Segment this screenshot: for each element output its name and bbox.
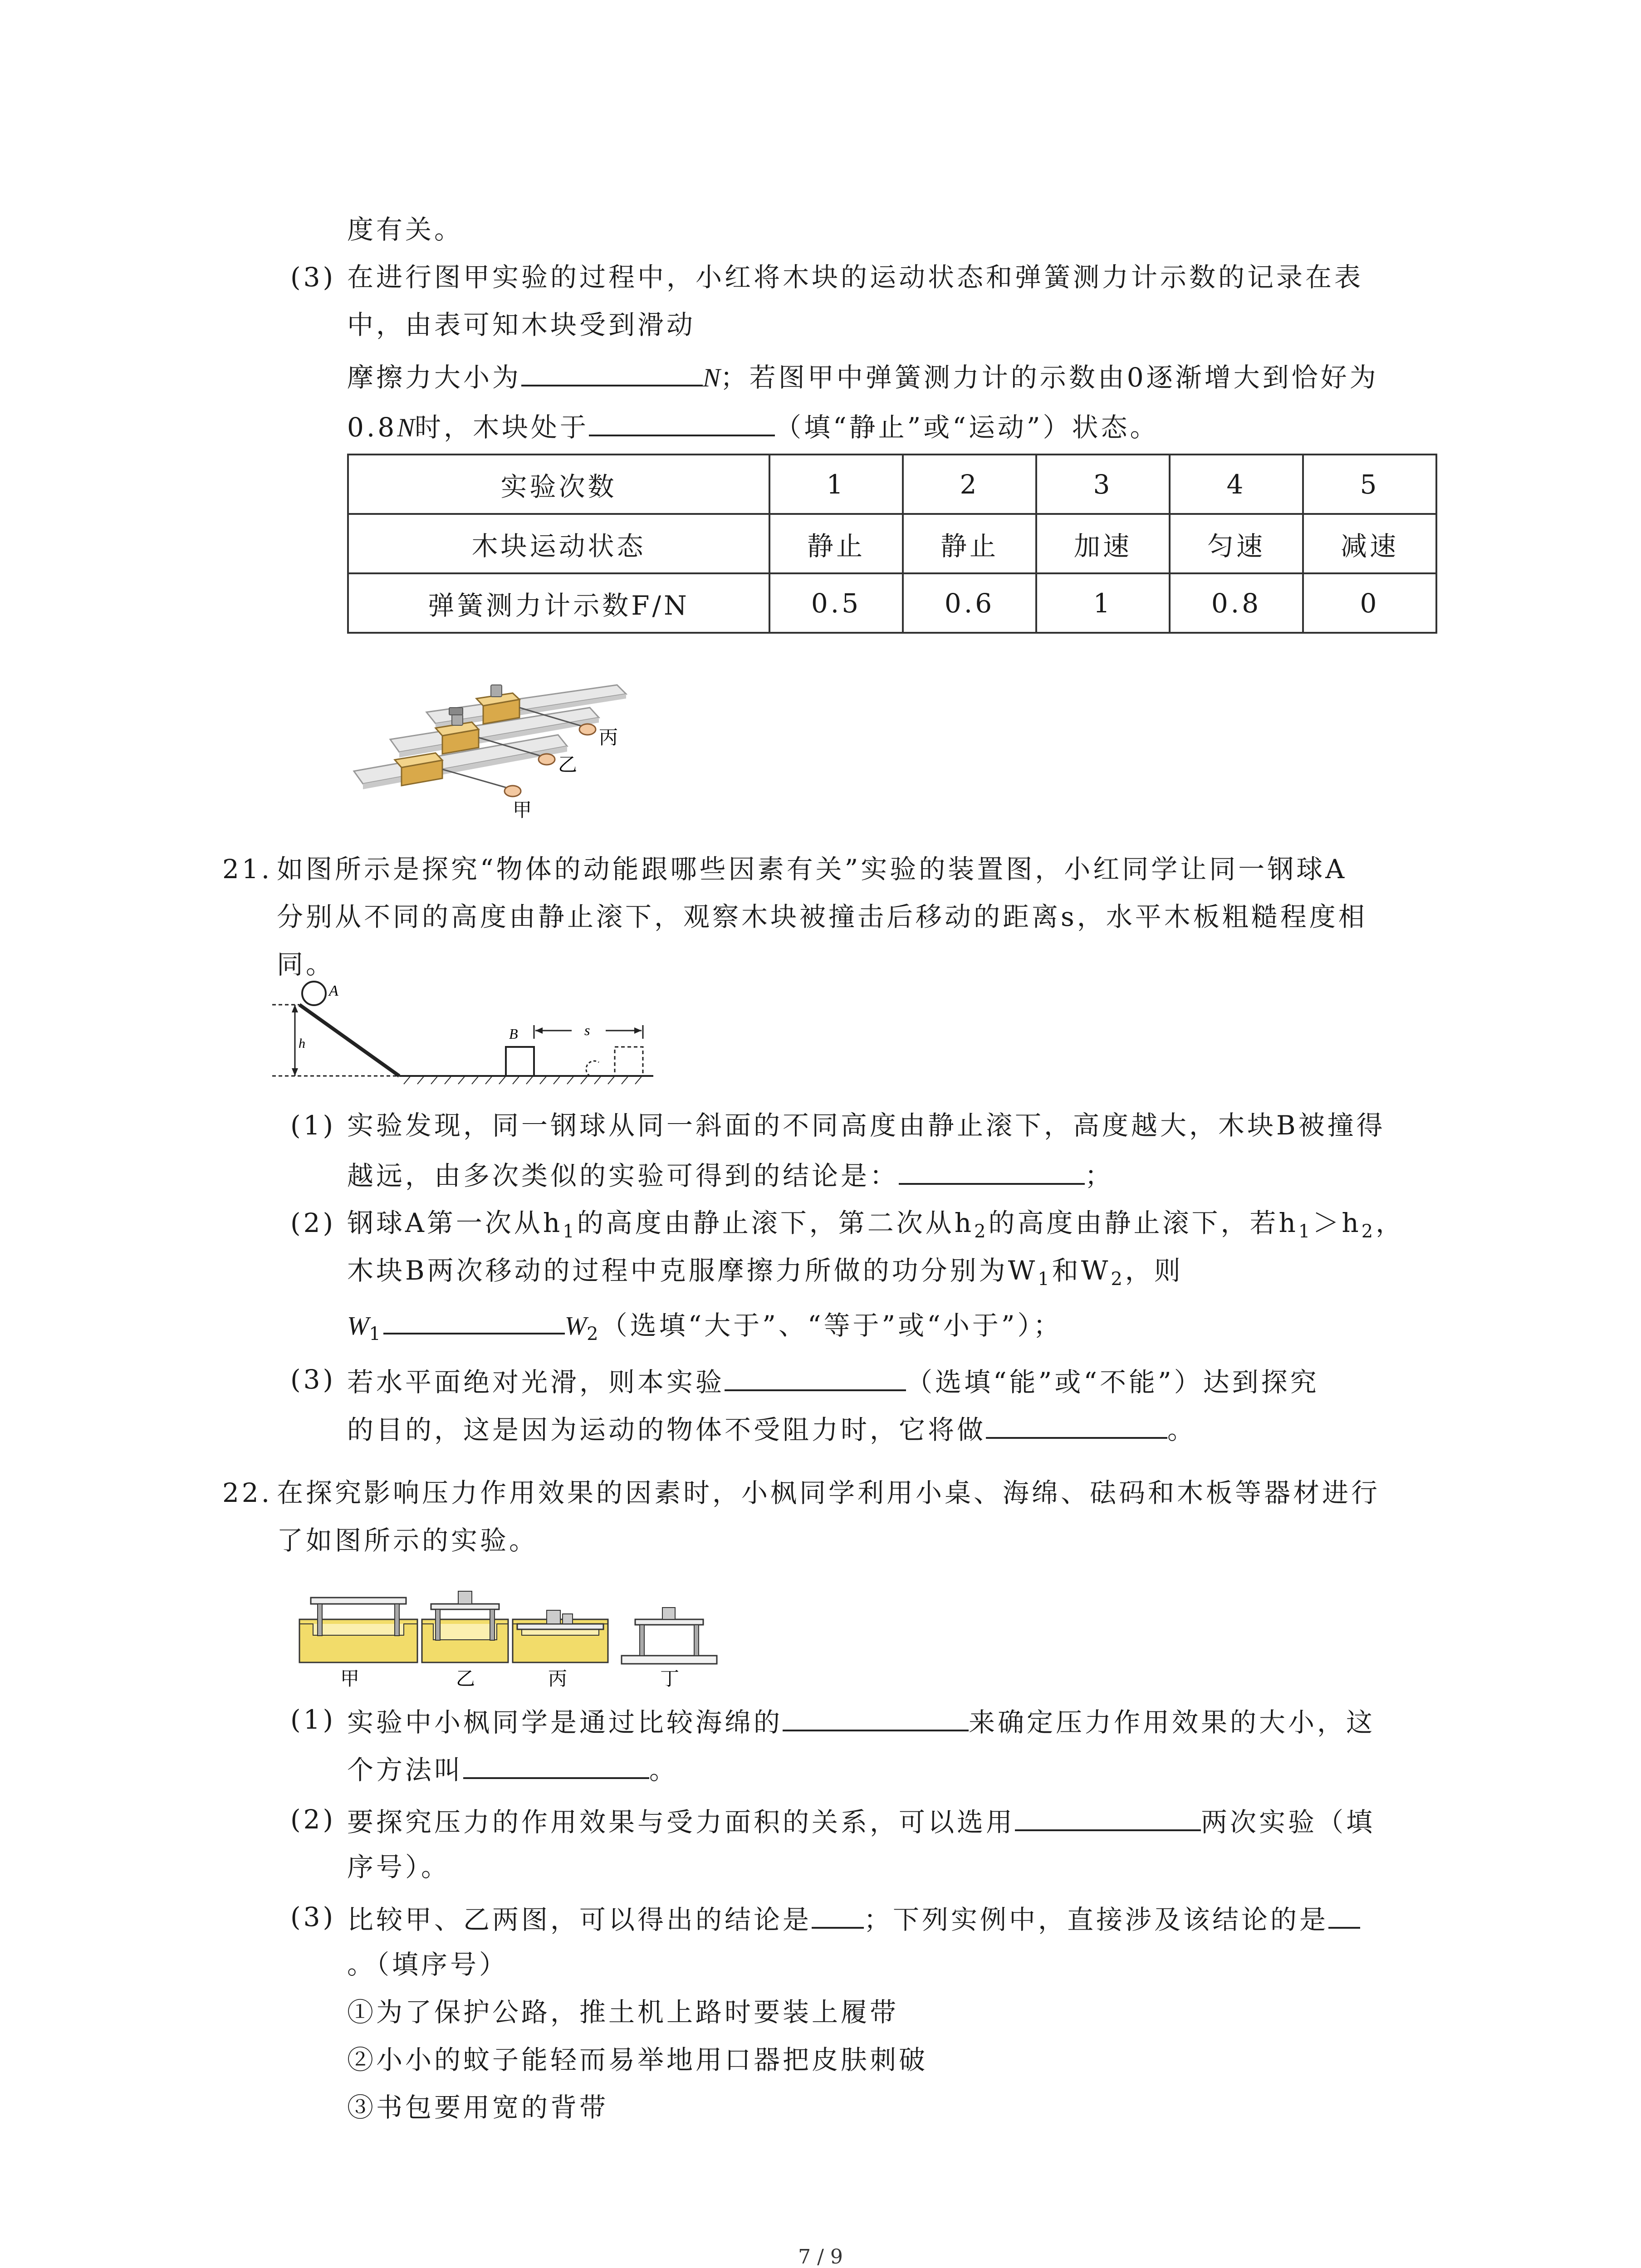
table-cell: 匀速 [1170,514,1303,573]
answer-blank-state[interactable] [589,408,775,436]
answer-blank-motion[interactable] [986,1411,1167,1439]
q22-sub1-number: (1) [290,1704,336,1735]
figure-label: 丁 [660,1667,680,1690]
table-cell: 1 [769,455,903,514]
table-cell: 静止 [769,514,903,573]
q21-sub3-line2: 的目的，这是因为运动的物体不受阻力时，它将做 。 [347,1411,1196,1446]
q21-sub2-line2: 木块B两次移动的过程中克服摩擦力所做的功分别为$W_1$和$W_2$，则 [347,1255,1183,1290]
height-label: h [299,1036,305,1051]
q22-sub3-line1: 比较甲、乙两图，可以得出的结论是 ；下列实例中，直接涉及该结论的是 [347,1901,1360,1936]
figure-label: 甲 [340,1667,360,1690]
q21-sub3-number: (3) [290,1364,336,1395]
table-cell: 4 [1170,455,1303,514]
answer-blank-friction[interactable] [521,358,703,386]
answer-blank-deformation[interactable] [783,1703,969,1731]
table-cell: 木块运动状态 [348,514,769,573]
table-cell: 0.5 [769,573,903,633]
q21-sub1-line2: 越远，由多次类似的实验可得到的结论是： ； [347,1157,1114,1192]
pressure-experiment-figure [290,1574,735,1692]
answer-blank-method[interactable] [463,1751,649,1779]
q22-sub2-line1: 要探究压力的作用效果与受力面积的关系，可以选用 两次实验（填 [347,1803,1375,1838]
q21-line2: 分别从不同的高度由静止滚下，观察木块被撞击后移动的距离s，水平木板粗糙程度相 [277,901,1367,932]
page-number: 7 / 9 [798,2245,843,2268]
q21-sub3-line1: 若水平面绝对光滑，则本实验 （选填“能”或“不能”）达到探究 [347,1363,1319,1398]
q22-option-1: ①为了保护公路，推土机上路时要装上履带 [347,1997,899,2028]
figure-label: 丙 [548,1667,568,1690]
table-row [348,455,1436,514]
q21-sub1-line1: 实验发现，同一钢球从同一斜面的不同高度由静止滚下，高度越大，木块B被撞得 [347,1110,1386,1141]
q22-sub3-line2: 。（填序号） [347,1949,509,1980]
answer-blank-conclusion[interactable] [899,1157,1085,1185]
table-cell: 加速 [1036,514,1170,573]
table-cell: 弹簧测力计示数F/N [348,573,769,633]
answer-blank-example[interactable] [1328,1901,1360,1929]
table-cell: 2 [903,455,1036,514]
q21-sub2-line3: $W_1$ $W_2$（选填“大于”、“等于”或“小于”）； [347,1306,1062,1342]
q21-sub2-line1: 钢球A第一次从$h_1$的高度由静止滚下，第二次从$h_2$的高度由静止滚下，若$h_1>h_2$， [347,1207,1405,1242]
q21-sub1-number: (1) [290,1110,336,1141]
table-cell: 1 [1036,573,1170,633]
q22-option-3: ③书包要用宽的背带 [347,2092,609,2123]
table-cell: 减速 [1303,514,1436,573]
distance-label: s [584,1022,590,1038]
q20-sub3-line3: 摩擦力大小为 N；若图甲中弹簧测力计的示数由0逐渐增大到恰好为 [347,358,1379,394]
table-cell: 5 [1303,455,1436,514]
q22-sub3-number: (3) [290,1901,336,1932]
table-cell: 0 [1303,573,1436,633]
table-cell: 3 [1036,455,1170,514]
q22-sub1-line2: 个方法叫 。 [347,1751,678,1786]
q22-sub2-line2: 序号）。 [347,1852,451,1882]
ball-label: A [329,982,338,999]
q22-number: 22. [222,1477,273,1508]
answer-blank-possible[interactable] [725,1363,906,1391]
answer-blank-experiments[interactable] [1015,1803,1201,1831]
q21-line1: 如图所示是探究“物体的动能跟哪些因素有关”实验的装置图，小红同学让同一钢球A [277,854,1347,885]
experiment-data-table [347,454,1437,634]
table-cell: 实验次数 [348,455,769,514]
table-row [348,514,1436,573]
q21-number: 21. [222,854,273,885]
table-row [348,573,1436,633]
kinetic-energy-figure [272,980,662,1098]
q20-sub3-line4: 0.8N时，木块处于 （填“静止”或“运动”）状态。 [347,408,1159,444]
q21-sub2-number: (2) [290,1207,336,1238]
q20-sub3-line2: 中，由表可知木块受到滑动 [347,309,696,340]
table-cell: 静止 [903,514,1036,573]
figure-label: 甲 [513,799,532,821]
friction-experiment-figure [345,680,635,826]
q20-sub3-number: (3) [290,262,336,293]
table-cell: 0.8 [1170,573,1303,633]
table-cell: 0.6 [903,573,1036,633]
q22-option-2: ②小小的蚊子能轻而易举地用口器把皮肤刺破 [347,2044,928,2075]
figure-label: 丙 [599,726,618,748]
figure-label: 乙 [558,753,578,776]
q22-sub2-number: (2) [290,1804,336,1835]
q22-line1: 在探究影响压力作用效果的因素时，小枫同学利用小桌、海绵、砝码和木板等器材进行 [277,1477,1381,1508]
q22-sub1-line1: 实验中小枫同学是通过比较海绵的 来确定压力作用效果的大小，这 [347,1703,1375,1739]
q21-line3: 同。 [277,949,335,980]
figure-label: 乙 [456,1667,475,1690]
answer-blank-pressure-conclusion[interactable] [812,1901,864,1929]
q20-sub3-line1: 在进行图甲实验的过程中，小红将木块的运动状态和弹簧测力计示数的记录在表 [347,262,1364,293]
block-label: B [509,1026,518,1042]
q20-line-tail: 度有关。 [347,214,464,245]
answer-blank-work-compare[interactable] [383,1306,565,1334]
q22-line2: 了如图所示的实验。 [277,1525,539,1556]
